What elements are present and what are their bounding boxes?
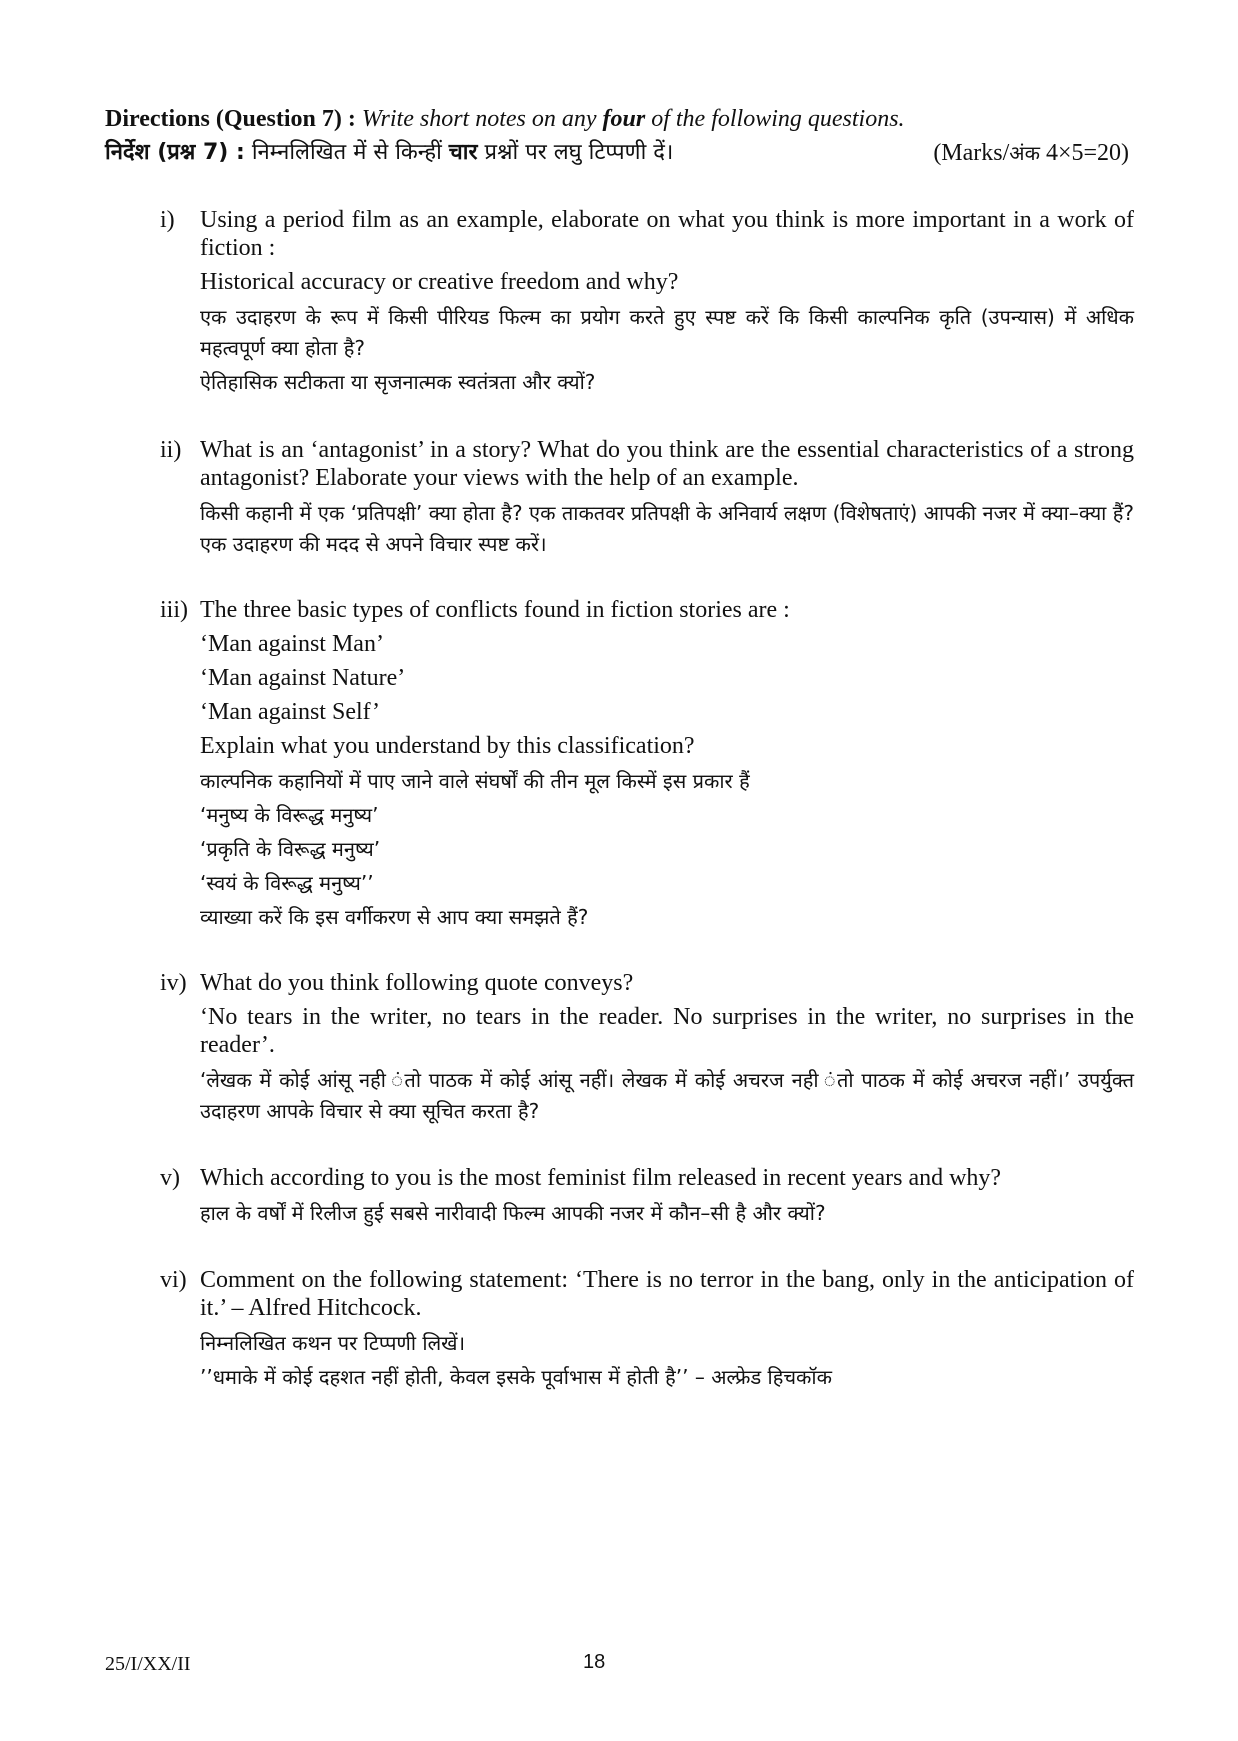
question-text: ‘Man against Self’ <box>200 699 380 725</box>
question-number: vi) <box>160 1267 187 1293</box>
directions-label: Directions (Question 7) : <box>105 106 356 132</box>
question-text-hindi: काल्पनिक कहानियों में पाए जाने वाले संघर्षों की तीन मूल किस्में इस प्रकार हैं <box>200 769 750 793</box>
question-text: Using a period film as an example, elaborate on what you think is more important in a work of fiction : <box>200 207 1134 261</box>
question-number: i) <box>160 207 175 233</box>
question-text-hindi: ‘मनुष्य के विरूद्ध मनुष्य’ <box>200 803 379 827</box>
directions-hindi-bold: चार <box>448 140 478 165</box>
question-text: ‘No tears in the writer, no tears in the reader. No surprises in the writer, no surprises in the reader’. <box>200 1004 1134 1058</box>
question-text: ‘Man against Man’ <box>200 631 384 657</box>
page-number: 18 <box>583 1651 606 1673</box>
directions-english <box>105 104 905 134</box>
question-iii <box>160 596 1134 936</box>
question-text: What is an ‘antagonist’ in a story? What do you think are the essential characteristics of a strong antagonist? Elaborate your views with the help of an example. <box>200 437 1134 491</box>
question-text-hindi: व्याख्या करें कि इस वर्गीकरण से आप क्या समझते हैं? <box>200 905 589 929</box>
question-text-hindi: ‘स्वयं के विरूद्ध मनुष्य’’ <box>200 871 374 895</box>
question-i <box>160 206 1134 401</box>
directions-hindi-text-1: निम्नलिखित में से किन्हीं <box>251 140 442 165</box>
question-text-hindi: ’’धमाके में कोई दहशत नहीं होती, केवल इसके पूर्वाभास में होती है’’ – अल्फ्रेड हिचकॉक <box>200 1365 832 1389</box>
question-text: ‘Man against Nature’ <box>200 665 406 691</box>
question-text-hindi: निम्नलिखित कथन पर टिप्पणी लिखें। <box>200 1331 466 1355</box>
question-number: ii) <box>160 437 182 463</box>
question-vi <box>160 1266 1134 1396</box>
question-ii <box>160 436 1134 563</box>
question-text: Explain what you understand by this classification? <box>200 733 695 759</box>
question-number: iii) <box>160 597 188 623</box>
paper-code: 25/I/XX/II <box>105 1653 191 1675</box>
question-text: Comment on the following statement: ‘There is no terror in the bang, only in the anticipation of it.’ – Alfred Hitchcock. <box>200 1267 1134 1321</box>
directions-text-bold: four <box>602 106 646 132</box>
question-text-hindi: ‘प्रकृति के विरूद्ध मनुष्य’ <box>200 837 381 861</box>
directions-hindi <box>105 138 673 168</box>
question-text-hindi: ऐतिहासिक सटीकता या सृजनात्मक स्वतंत्रता और क्यों? <box>200 370 596 394</box>
directions-text-2: of the following questions. <box>651 106 905 132</box>
question-number: iv) <box>160 970 187 996</box>
question-iv <box>160 969 1134 1130</box>
marks-hindi: अंक <box>1009 141 1040 165</box>
question-text: Which according to you is the most feminist film released in recent years and why? <box>200 1165 1002 1191</box>
marks-suffix: 4×5=20) <box>1039 140 1129 166</box>
question-text-hindi: एक उदाहरण के रूप में किसी पीरियड फिल्म का प्रयोग करते हुए स्पष्ट करें कि किसी काल्पनिक कृति (उपन्यास) में अधिक महत्वपूर्ण क्या होता है? <box>200 305 1134 360</box>
question-v <box>160 1164 1134 1232</box>
marks-allocation <box>933 138 1129 168</box>
directions-text-1: Write short notes on any <box>361 106 597 132</box>
question-text: Historical accuracy or creative freedom and why? <box>200 269 679 295</box>
directions-hindi-label: निर्देश (प्रश्न 7) : <box>105 140 245 165</box>
question-text-hindi: ‘लेखक में कोई आंसू नही ंतो पाठक में कोई आंसू नहीं। लेखक में कोई अचरज नही ंतो पाठक में कोई अचरज नहीं।’ उपर्युक्त उदाहरण आपके विचार से क्या सूचित करता है? <box>200 1068 1134 1123</box>
question-number: v) <box>160 1165 180 1191</box>
question-text: The three basic types of conflicts found in fiction stories are : <box>200 597 790 623</box>
question-text-hindi: हाल के वर्षों में रिलीज हुई सबसे नारीवादी फिल्म आपकी नजर में कौन–सी है और क्यों? <box>200 1201 826 1225</box>
question-text: What do you think following quote conveys? <box>200 970 634 996</box>
question-text-hindi: किसी कहानी में एक ‘प्रतिपक्षी’ क्या होता है? एक ताकतवर प्रतिपक्षी के अनिवार्य लक्षण (विशेषताएं) आपकी नजर में क्या–क्या हैं? एक उदाहरण की मदद से अपने विचार स्पष्ट करें। <box>200 501 1134 556</box>
directions-hindi-text-2: प्रश्नों पर लघु टिप्पणी दें। <box>484 140 674 165</box>
marks-prefix: (Marks/ <box>933 140 1010 166</box>
